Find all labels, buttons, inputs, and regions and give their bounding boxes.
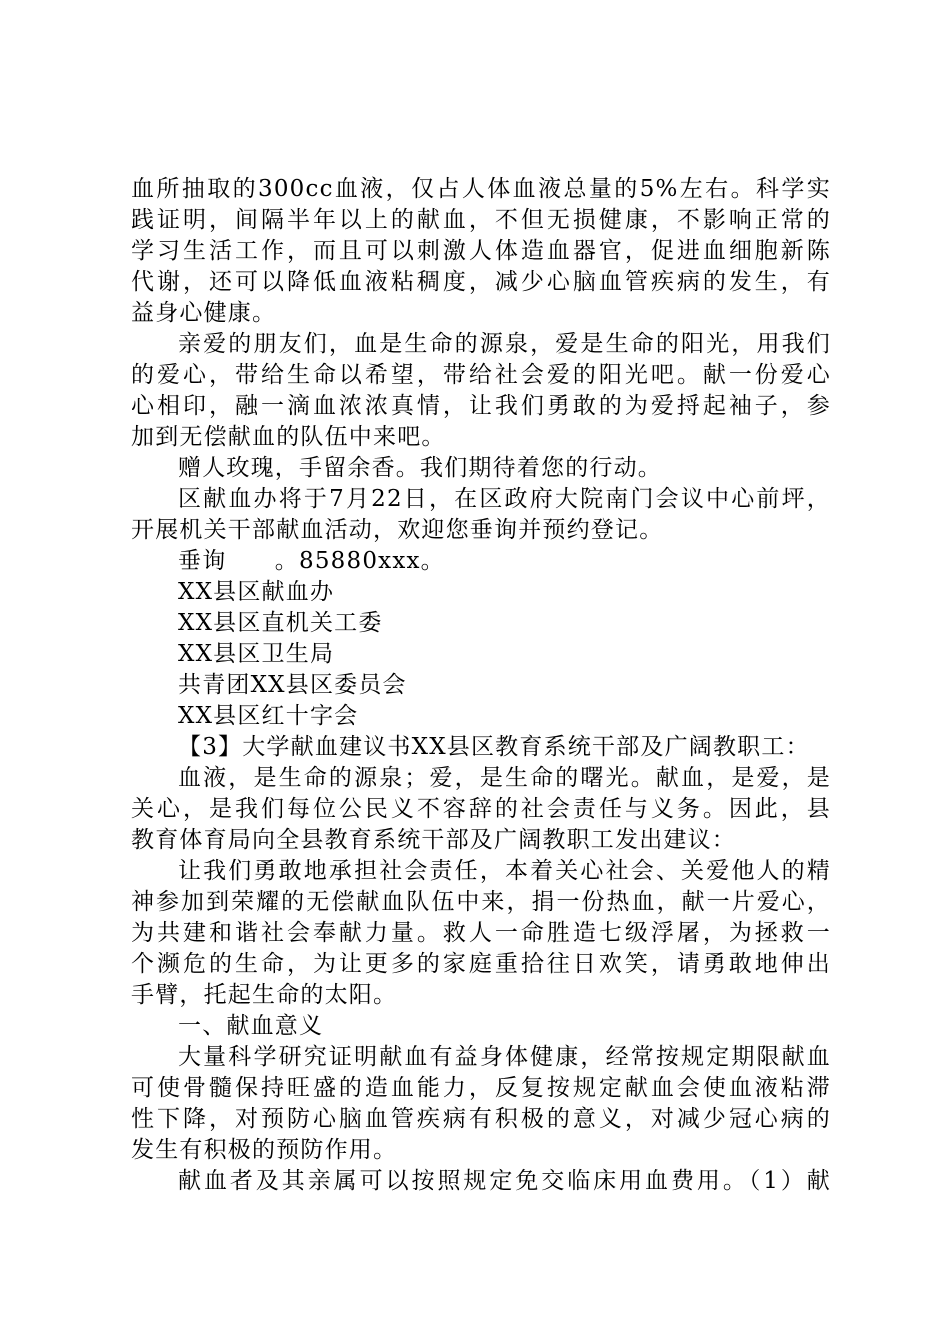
text-line: XX县区献血办 [178, 579, 335, 605]
text-line: 血所抽取的300cc血液，仅占人体血液总量的5%左右。科学实 [131, 176, 831, 202]
text-line: 心相印，融一滴血浓浓真情，让我们勇敢的为爱捋起袖子，参 [131, 393, 831, 419]
text-line: 一、献血意义 [178, 1013, 324, 1039]
text-line: 共青团XX县区委员会 [178, 672, 407, 698]
text-line: 代谢，还可以降低血液粘稠度，减少心脑血管疾病的发生，有 [131, 269, 831, 295]
text-line: 加到无偿献血的队伍中来吧。 [131, 424, 446, 450]
text-line: 践证明，间隔半年以上的献血，不但无损健康，不影响正常的 [131, 207, 831, 233]
text-line: 可使骨髓保持旺盛的造血能力，反复按规定献血会使血液粘滞 [131, 1075, 831, 1101]
text-line: 关心，是我们每位公民义不容辞的社会责任与义务。因此，县 [131, 796, 831, 822]
text-line: 益身心健康。 [131, 300, 277, 326]
text-line: 教育体育局向全县教育系统干部及广阔教职工发出建议： [131, 827, 736, 853]
text-line: 学习生活工作，而且可以刺激人体造血器官，促进血细胞新陈 [131, 238, 831, 264]
text-line: 血液，是生命的源泉；爱，是生命的曙光。献血，是爱，是 [178, 765, 831, 791]
text-line: 性下降，对预防心脑血管疾病有积极的意义，对减少冠心病的 [131, 1106, 831, 1132]
text-line: XX县区直机关工委 [178, 610, 383, 636]
text-line: 献血者及其亲属可以按照规定免交临床用血费用。（1）献 [178, 1168, 831, 1194]
text-line: 为共建和谐社会奉献力量。救人一命胜造七级浮屠，为拯救一 [131, 920, 831, 946]
document-body [131, 174, 831, 1197]
text-line: 开展机关干部献血活动，欢迎您垂询并预约登记。 [131, 517, 664, 543]
text-line: 神参加到荣耀的无偿献血队伍中来，捐一份热血，献一片爱心， [131, 889, 831, 915]
text-line: 【3】大学献血建议书XX县区教育系统干部及广阔教职工： [178, 734, 810, 760]
text-line: 区献血办将于7月22日，在区政府大院南门会议中心前坪， [178, 486, 831, 512]
text-line: 让我们勇敢地承担社会责任，本着关心社会、关爱他人的精 [178, 858, 831, 884]
text-line: 亲爱的朋友们，血是生命的源泉，爱是生命的阳光，用我们 [178, 331, 831, 357]
text-line: XX县区红十字会 [178, 703, 359, 729]
text-line: 发生有积极的预防作用。 [131, 1137, 398, 1163]
text-line: 的爱心，带给生命以希望，带给社会爱的阳光吧。献一份爱心 [131, 362, 831, 388]
text-line: XX县区卫生局 [178, 641, 335, 667]
text-line: 个濒危的生命，为让更多的家庭重拾往日欢笑，请勇敢地伸出 [131, 951, 831, 977]
text-line: 手臂，托起生命的太阳。 [131, 982, 398, 1008]
text-line: 垂询 。85880xxx。 [178, 548, 445, 574]
text-line: 大量科学研究证明献血有益身体健康，经常按规定期限献血 [178, 1044, 831, 1070]
text-line: 赠人玫瑰，手留余香。我们期待着您的行动。 [178, 455, 662, 481]
